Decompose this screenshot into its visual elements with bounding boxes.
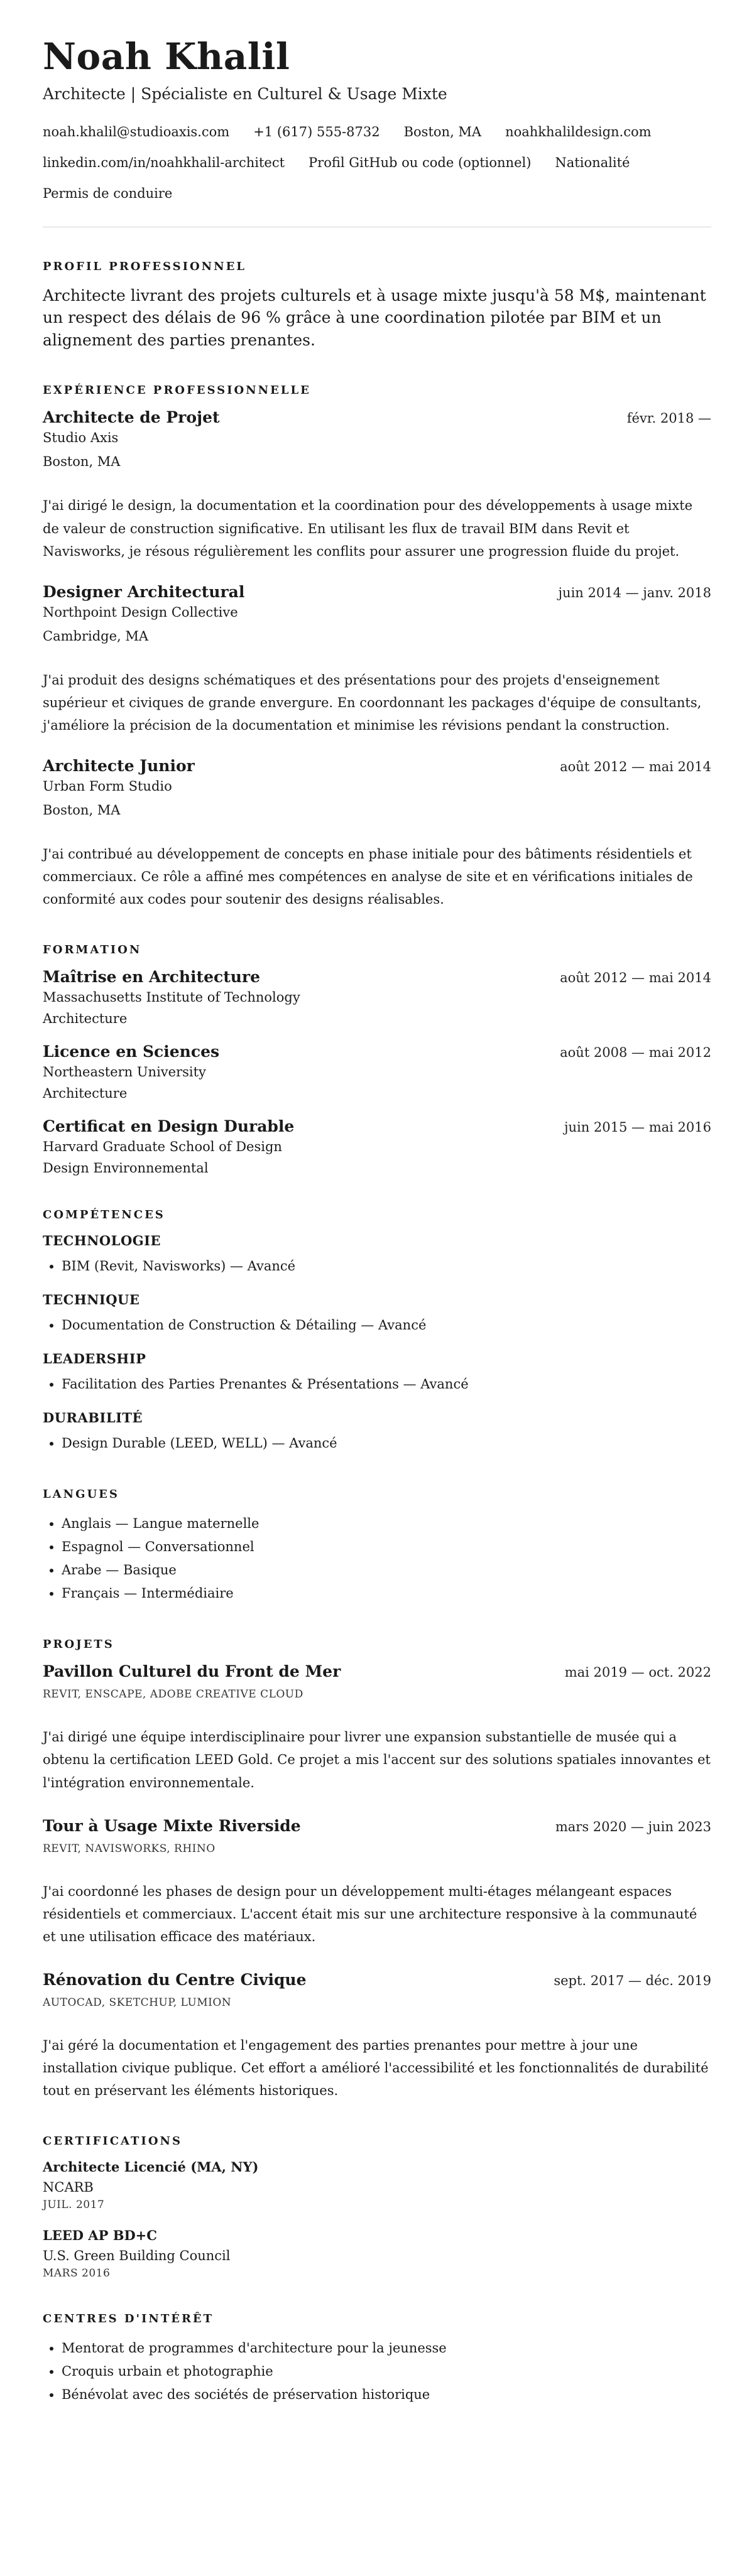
experience-item xyxy=(43,583,711,737)
summary-text: Architecte livrant des projets culturels et à usage mixte jusqu'à 58 M$, maintenant un respect des délais de 96 % grâce à une coordination pilotée par BIM et un alignement des parties prenantes. xyxy=(43,286,706,349)
education-section xyxy=(43,943,711,1176)
job-description: J'ai dirigé le design, la documentation et la coordination pour des développements à usage mixte de valeur de construction significative. En utilisant les flux de travail BIM dans Revit et Navisworks, je résous régulièrement les conflits pour assurer une progression fluide du projet. xyxy=(43,498,693,559)
degree-field: Design Environnemental xyxy=(43,1161,209,1176)
language-item: • Espagnol — Conversationnel xyxy=(62,1535,711,1559)
project-tools: REVIT, ENSCAPE, ADOBE CREATIVE CLOUD xyxy=(43,1688,303,1701)
job-location: Boston, MA xyxy=(43,454,121,470)
project-description: J'ai coordonné les phases de design pour un développement multi-étages mélangeant espaces résidentiels et commerciaux. L'accent était mis sur une architecture responsive à la communauté et une utilisation efficace des matériaux. xyxy=(43,1883,697,1944)
certification-item xyxy=(43,2159,711,2211)
experience-item xyxy=(43,408,711,562)
section-title-experience: EXPÉRIENCE PROFESSIONNELLE xyxy=(43,384,311,398)
projects-section xyxy=(43,1638,711,2102)
degree-title: Maîtrise en Architecture xyxy=(43,968,260,987)
job-description: J'ai contribué au développement de concepts en phase initiale pour des bâtiments résidentiels et commerciaux. Ce rôle a affiné mes compétences en analyse de site et en vérifications initiales de conformité aux codes pour soutenir des designs réalisables. xyxy=(43,847,693,907)
interests-section xyxy=(43,2312,711,2406)
certification-issuer: NCARB xyxy=(43,2180,94,2195)
skill-item: • Facilitation des Parties Prenantes & Présentations — Avancé xyxy=(62,1373,711,1396)
job-title: Architecte de Projet xyxy=(43,408,220,427)
section-title-summary: PROFIL PROFESSIONNEL xyxy=(43,259,246,273)
school-name: Northeastern University xyxy=(43,1064,206,1080)
section-title-skills: COMPÉTENCES xyxy=(43,1208,165,1222)
project-item xyxy=(43,1662,711,1794)
section-title-projects: PROJETS xyxy=(43,1638,114,1652)
project-description: J'ai dirigé une équipe interdisciplinaire pour livrer une expansion substantielle de musée qui a obtenu la certification LEED Gold. Ce projet a mis l'accent sur des solutions spatiales innovantes et l'intégration environnementale. xyxy=(43,1729,711,1790)
degree-field: Architecture xyxy=(43,1086,128,1101)
education-item xyxy=(43,1117,711,1176)
job-description: J'ai produit des designs schématiques et des présentations pour des projets d'enseignement supérieur et civiques de grande envergure. En coordonnant les packages d'équipe de consultants, j'améliore la précision de la documentation et minimise les révisions pendant la construction. xyxy=(43,672,702,733)
degree-title: Licence en Sciences xyxy=(43,1042,220,1061)
job-dates: févr. 2018 — xyxy=(626,411,711,426)
project-dates: mars 2020 — juin 2023 xyxy=(555,1819,711,1834)
section-title-certifications: CERTIFICATIONS xyxy=(43,2135,182,2148)
degree-field: Architecture xyxy=(43,1011,128,1027)
job-location: Boston, MA xyxy=(43,803,121,818)
contact-website[interactable]: noahkhalildesign.com xyxy=(505,124,652,139)
school-name: Harvard Graduate School of Design xyxy=(43,1139,282,1155)
education-item xyxy=(43,1042,711,1101)
skill-item: • Documentation de Construction & Détailing — Avancé xyxy=(62,1314,711,1337)
contact-github[interactable]: Profil GitHub ou code (optionnel) xyxy=(309,154,532,170)
job-dates: août 2012 — mai 2014 xyxy=(560,759,711,775)
project-tools: AUTOCAD, SKETCHUP, LUMION xyxy=(43,1996,232,2010)
school-name: Massachusetts Institute of Technology xyxy=(43,990,300,1005)
skill-list xyxy=(43,1314,711,1337)
project-item xyxy=(43,1971,711,2102)
contact-location: Boston, MA xyxy=(403,124,482,139)
project-name: Rénovation du Centre Civique xyxy=(43,1971,307,1989)
skill-category: TECHNIQUE xyxy=(43,1292,140,1308)
language-item: • Français — Intermédiaire xyxy=(62,1582,711,1605)
certification-date: MARS 2016 xyxy=(43,2267,111,2280)
section-title-education: FORMATION xyxy=(43,943,142,957)
project-item xyxy=(43,1817,711,1948)
certification-item xyxy=(43,2227,711,2280)
certification-issuer: U.S. Green Building Council xyxy=(43,2248,231,2264)
experience-item xyxy=(43,757,711,911)
skill-category: TECHNOLOGIE xyxy=(43,1233,161,1249)
interest-list xyxy=(43,2337,711,2406)
contact-license: Permis de conduire xyxy=(43,185,173,201)
skill-item: • Design Durable (LEED, WELL) — Avancé xyxy=(62,1432,711,1455)
language-item: • Anglais — Langue maternelle xyxy=(62,1512,711,1535)
candidate-name: Noah Khalil xyxy=(43,35,290,78)
resume-header xyxy=(43,35,711,227)
job-title: Architecte Junior xyxy=(43,757,195,776)
certification-date: JUIL. 2017 xyxy=(43,2199,105,2212)
language-list xyxy=(43,1512,711,1605)
certifications-section xyxy=(43,2135,711,2280)
project-description: J'ai géré la documentation et l'engagement des parties prenantes pour mettre à jour une installation civique publique. Cet effort a amélioré l'accessibilité et les fonctionnalités de durabilité tout en préservant les éléments historiques. xyxy=(43,2038,709,2099)
certification-name: LEED AP BD+C xyxy=(43,2227,157,2244)
skill-list xyxy=(43,1373,711,1396)
degree-dates: août 2012 — mai 2014 xyxy=(560,970,711,986)
job-dates: juin 2014 — janv. 2018 xyxy=(558,585,711,600)
section-title-interests: CENTRES D'INTÉRÊT xyxy=(43,2312,214,2326)
contact-phone[interactable]: +1 (617) 555-8732 xyxy=(253,124,380,139)
candidate-headline: Architecte | Spécialiste en Culturel & Usage Mixte xyxy=(43,84,447,103)
project-name: Tour à Usage Mixte Riverside xyxy=(43,1816,301,1835)
section-title-languages: LANGUES xyxy=(43,1488,119,1502)
experience-section xyxy=(43,384,711,911)
contact-nationality: Nationalité xyxy=(555,154,630,170)
skill-list xyxy=(43,1255,711,1278)
interest-item: • Croquis urbain et photographie xyxy=(62,2360,711,2383)
contact-email[interactable]: noah.khalil@studioaxis.com xyxy=(43,124,230,139)
job-company: Urban Form Studio xyxy=(43,779,172,794)
job-company: Northpoint Design Collective xyxy=(43,604,238,620)
skills-section xyxy=(43,1208,711,1455)
contact-linkedin[interactable]: linkedin.com/in/noahkhalil-architect xyxy=(43,154,285,170)
job-title: Designer Architectural xyxy=(43,582,245,601)
skill-list xyxy=(43,1432,711,1455)
project-name: Pavillon Culturel du Front de Mer xyxy=(43,1662,341,1681)
certification-name: Architecte Licencié (MA, NY) xyxy=(43,2159,259,2175)
language-item: • Arabe — Basique xyxy=(62,1559,711,1582)
interest-item: • Bénévolat avec des sociétés de préservation historique xyxy=(62,2383,711,2406)
degree-dates: août 2008 — mai 2012 xyxy=(560,1045,711,1061)
project-dates: mai 2019 — oct. 2022 xyxy=(564,1665,711,1680)
project-tools: REVIT, NAVISWORKS, RHINO xyxy=(43,1842,216,1855)
contact-list xyxy=(43,117,711,209)
degree-title: Certificat en Design Durable xyxy=(43,1117,295,1136)
skill-category: LEADERSHIP xyxy=(43,1351,146,1367)
interest-item: • Mentorat de programmes d'architecture pour la jeunesse xyxy=(62,2337,711,2360)
summary-section xyxy=(43,260,711,352)
job-company: Studio Axis xyxy=(43,430,119,446)
degree-dates: juin 2015 — mai 2016 xyxy=(564,1120,711,1135)
skill-category: DURABILITÉ xyxy=(43,1410,143,1426)
skill-item: • BIM (Revit, Navisworks) — Avancé xyxy=(62,1255,711,1278)
education-item xyxy=(43,968,711,1026)
project-dates: sept. 2017 — déc. 2019 xyxy=(554,1973,711,1989)
languages-section xyxy=(43,1488,711,1605)
job-location: Cambridge, MA xyxy=(43,628,149,644)
